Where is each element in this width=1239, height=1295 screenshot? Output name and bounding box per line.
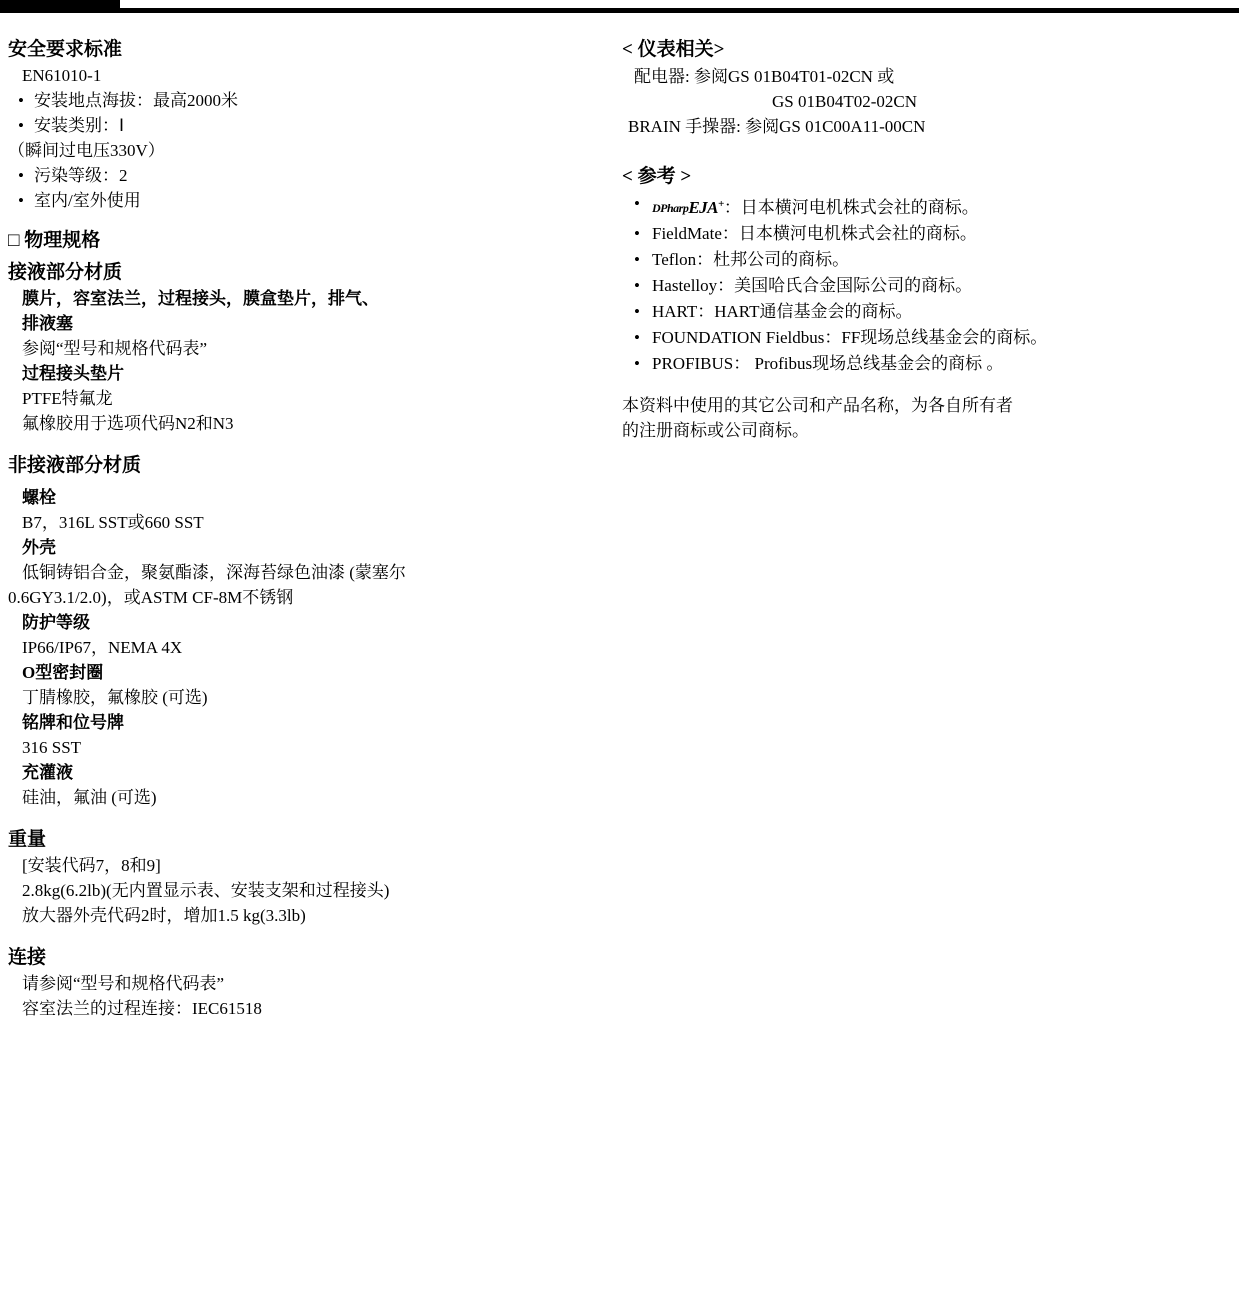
wetted-sub1-line2: 排液塞: [22, 314, 73, 333]
nonwetted-item-3-label: O型密封圈: [22, 663, 104, 682]
wetted-materials-heading: 接液部分材质: [8, 262, 123, 283]
eja-logo: EJA+: [688, 198, 724, 217]
header-rule: [0, 8, 1239, 13]
instrument-line-1: 配电器: 参阅GS 01B04T01-02CN 或: [634, 67, 895, 86]
reference-item-3: [622, 273, 1232, 299]
bullet-icon: •: [634, 224, 640, 243]
reference-item-1: [622, 221, 1232, 247]
safety-bullet-1: [8, 88, 608, 113]
connection-line-1: 容室法兰的过程连接：IEC61518: [22, 999, 262, 1018]
reference-item-5: [622, 325, 1232, 351]
bullet-icon: •: [634, 250, 640, 269]
bullet-icon: •: [634, 276, 640, 295]
reference-item-1-text: FieldMate：日本横河电机株式会社的商标。: [652, 224, 977, 243]
reference-item-0-text: ：日本横河电机株式会社的商标。: [723, 198, 979, 217]
bullet-icon: •: [634, 328, 640, 347]
trademark-footer-line-2: 的注册商标或公司商标。: [622, 421, 809, 440]
bullet-icon: •: [634, 194, 640, 213]
trademark-footer-line-1: 本资料中使用的其它公司和产品名称，为各自所有者: [622, 396, 1013, 415]
instrument-related-title: < 仪表相关>: [622, 39, 725, 60]
nonwetted-item-1-line-1: 0.6GY3.1/2.0)，或ASTM CF-8M不锈钢: [8, 588, 294, 607]
safety-bullet-3-text: 污染等级：2: [34, 166, 128, 185]
bullet-icon: •: [18, 116, 24, 135]
reference-item-3-text: Hastelloy：美国哈氏合金国际公司的商标。: [652, 276, 973, 295]
safety-bullet-1-text: 安装地点海拔：最高2000米: [34, 91, 238, 110]
header-rule-block: [0, 0, 120, 8]
nonwetted-materials-heading: 非接液部分材质: [8, 455, 142, 476]
physical-spec-title: □ 物理规格: [8, 230, 101, 251]
safety-bullet-3: [8, 163, 608, 188]
reference-item-0: [622, 191, 1232, 221]
wetted-line1: 参阅“型号和规格代码表”: [22, 339, 208, 358]
nonwetted-item-2-label: 防护等级: [22, 613, 90, 632]
connection-heading: 连接: [8, 947, 47, 968]
nonwetted-item-0-line-0: B7，316L SST或660 SST: [22, 513, 204, 532]
weight-line-1: 2.8kg(6.2lb)(无内置显示表、安装支架和过程接头): [22, 881, 390, 900]
bullet-icon: •: [18, 91, 24, 110]
reference-section: [622, 163, 1232, 443]
weight-line-0: [安装代码7，8和9]: [22, 856, 161, 875]
reference-item-2: [622, 247, 1232, 273]
reference-item-6-text: PROFIBUS： Profibus现场总线基金会的商标 。: [652, 354, 1004, 373]
nonwetted-item-2-line-0: IP66/IP67，NEMA 4X: [22, 638, 183, 657]
nonwetted-item-4-label: 铭牌和位号牌: [22, 713, 124, 732]
nonwetted-item-1-line-0: 低铜铸铝合金，聚氨酯漆，深海苔绿色油漆 (蒙塞尔: [22, 563, 406, 582]
reference-item-4: [622, 299, 1232, 325]
safety-bullet-2: [8, 113, 608, 138]
safety-bullet-4: [8, 188, 608, 213]
connection-line-0: 请参阅“型号和规格代码表”: [22, 974, 225, 993]
nonwetted-item-0-label: 螺栓: [22, 488, 56, 507]
reference-item-5-text: FOUNDATION Fieldbus：FF现场总线基金会的商标。: [652, 328, 1048, 347]
safety-title: 安全要求标准: [8, 39, 123, 60]
physical-spec-section: [8, 221, 608, 1021]
wetted-line2: PTFE特氟龙: [22, 389, 113, 408]
weight-heading: 重量: [8, 829, 47, 850]
nonwetted-item-4-line-0: 316 SST: [22, 738, 82, 757]
safety-bullet-2-text: 安装类别：Ⅰ: [34, 116, 125, 135]
instrument-line-2: GS 01B04T02-02CN: [772, 92, 917, 111]
nonwetted-item-5-label: 充灌液: [22, 763, 73, 782]
nonwetted-item-5-line-0: 硅油，氟油 (可选): [22, 788, 157, 807]
bullet-icon: •: [18, 191, 24, 210]
safety-bullet-4-text: 室内/室外使用: [34, 191, 141, 210]
reference-item-6: [622, 351, 1232, 377]
safety-standard: EN61010-1: [22, 66, 102, 85]
dpharp-logo: DPharp: [652, 201, 689, 215]
reference-item-2-text: Teflon：杜邦公司的商标。: [652, 250, 850, 269]
instrument-related-section: [622, 36, 1232, 139]
safety-note: （瞬间过电压330V）: [8, 141, 165, 160]
nonwetted-item-1-label: 外壳: [22, 538, 56, 557]
left-column: [8, 36, 608, 1021]
bullet-icon: •: [634, 354, 640, 373]
reference-title: < 参考 >: [622, 166, 692, 187]
bullet-icon: •: [634, 302, 640, 321]
safety-section: [8, 36, 608, 213]
instrument-line-3: BRAIN 手操器: 参阅GS 01C00A11-00CN: [628, 117, 926, 136]
nonwetted-item-3-line-0: 丁腈橡胶，氟橡胶 (可选): [22, 688, 208, 707]
wetted-line3: 氟橡胶用于选项代码N2和N3: [22, 414, 234, 433]
right-column: [622, 36, 1232, 443]
wetted-sub2: 过程接头垫片: [22, 364, 124, 383]
bullet-icon: •: [18, 166, 24, 185]
weight-line-2: 放大器外壳代码2时，增加1.5 kg(3.3lb): [22, 906, 306, 925]
reference-item-4-text: HART：HART通信基金会的商标。: [652, 302, 913, 321]
wetted-sub1-line1: 膜片，容室法兰，过程接头，膜盒垫片，排气、: [22, 289, 379, 308]
